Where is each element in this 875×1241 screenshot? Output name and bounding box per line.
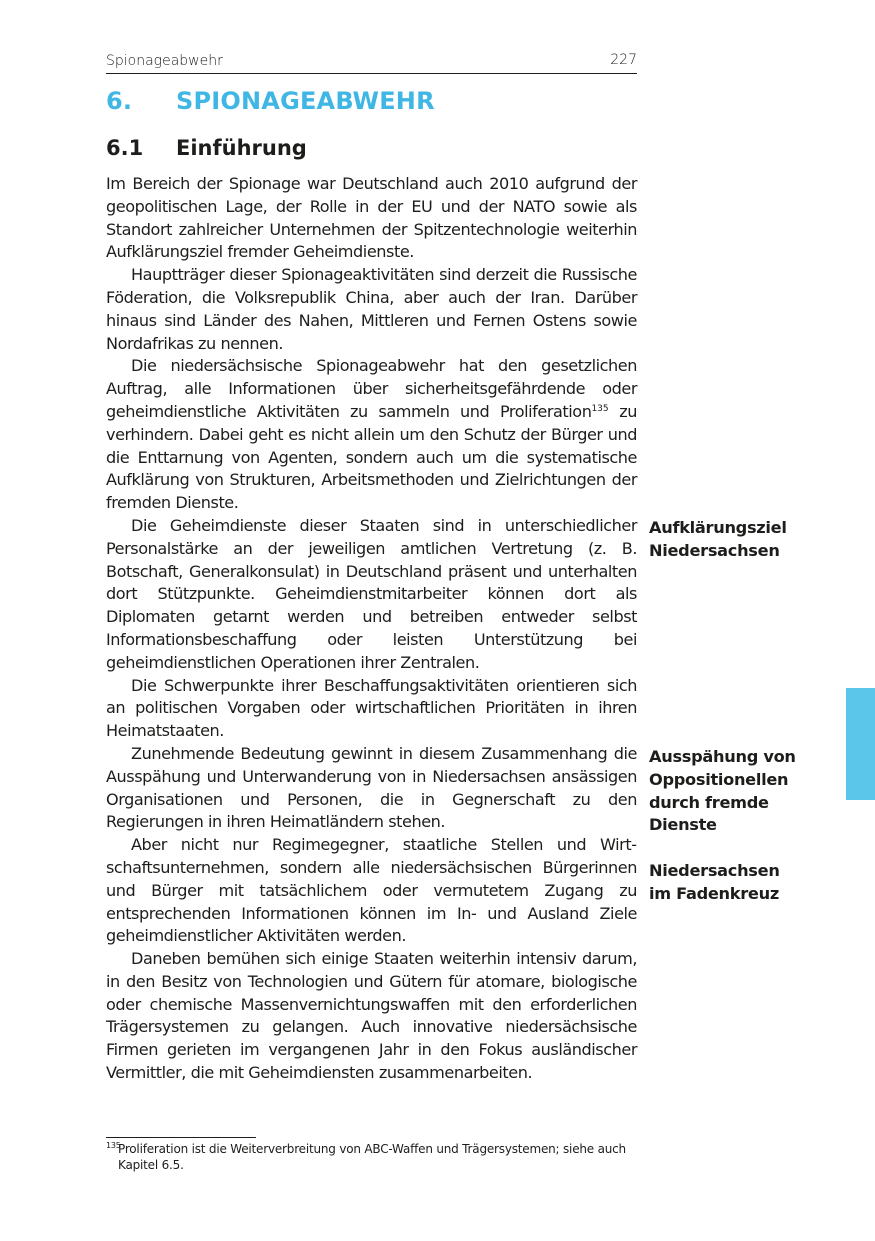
margin-note-line: Aufklärungsziel	[649, 518, 787, 537]
section-heading	[106, 136, 307, 160]
section-number: 6.1	[106, 136, 144, 160]
margin-note-line: im Fadenkreuz	[649, 883, 779, 903]
margin-note-fadenkreuz	[649, 860, 849, 906]
footnote-reference: 135	[591, 403, 609, 414]
margin-note-line: Niedersachsen	[649, 540, 780, 560]
paragraph-3	[106, 355, 637, 515]
running-header	[106, 51, 637, 74]
margin-note-ausspaehung	[649, 746, 849, 837]
footnote-number: 135	[106, 1141, 121, 1150]
margin-note-aufklaerungsziel	[649, 517, 849, 563]
footnote	[106, 1141, 637, 1173]
paragraph-2: Hauptträger dieser Spionageaktivitäten sind derzeit die Russische Föderation, die Volksrepublik China, aber auch der Iran. Darüber hinaus sind Länder des Nahen, Mittleren und Fernen Ostens sowie Nordafrikas zu nennen.	[106, 265, 637, 353]
section-title: Einführung	[176, 136, 307, 160]
page-number: 227	[610, 52, 637, 68]
paragraph-8: Daneben bemühen sich einige Staaten weiterhin intensiv darum, in den Besitz von Technologien und Gütern für atomare, biologische oder chemische Massenvernichtungswaffen mit den erforderlichen Trägersystemen zu gelangen. Auch innovative niedersächsische Firmen gerieten im vergangenen Jahr in den Fokus ausländischer Vermittler, die mit Geheimdiensten zusammenarbeiten.	[106, 949, 637, 1083]
margin-note-line: Niedersachsen	[649, 861, 780, 880]
margin-note-line: Oppositionellen	[649, 769, 789, 789]
chapter-title: SPIONAGEABWEHR	[176, 87, 435, 115]
chapter-number: 6.	[106, 87, 133, 115]
paragraph-3-part-1: Die niedersächsische Spionageabwehr hat den gesetzlichen Auftrag, alle Informationen über sicherheitsgefährdende oder geheimdienstliche Aktivitäten zu sammeln und Proliferation	[106, 356, 637, 421]
chapter-thumb-tab	[846, 688, 875, 800]
paragraph-6: Zunehmende Bedeutung gewinnt in diesem Zusammenhang die Ausspähung und Unterwanderung von in Niedersachsen ansässigen Organisationen und Personen, die in Gegnerschaft zu den Regierungen in ihren Heimatländern stehen.	[106, 743, 637, 832]
footnote-text: Proliferation ist die Weiterverbreitung von ABC-Waffen und Trägersystemen; siehe auch Kapitel 6.5.	[118, 1142, 626, 1172]
body-text	[106, 173, 637, 1085]
paragraph-5: Die Schwerpunkte ihrer Beschaffungsaktivitäten orientieren sich an politischen Vorgaben oder wirtschaftlichen Prioritäten in ihren Heimatstaaten.	[106, 675, 637, 741]
margin-note-line: durch fremde	[649, 792, 769, 812]
running-header-section: Spionageabwehr	[106, 53, 223, 69]
chapter-heading	[106, 87, 435, 115]
paragraph-7: Aber nicht nur Regimegegner, staatliche Stellen und Wirtschaftsunternehmen, sondern alle niedersächsischen Bürgerinnen und Bürger mit tatsächlichem oder vermutetem Zugang zu entsprechenden Informationen können im In- und Ausland Ziele geheimdienstlicher Aktivitäten werden.	[106, 835, 637, 946]
footnote-divider	[106, 1137, 256, 1138]
paragraph-4: Die Geheimdienste dieser Staaten sind in unterschiedlicher Personalstärke an der jeweiligen amtlichen Vertretung (z. B. Botschaft, Generalkonsulat) in Deutschland präsent und unterhalten dort Stützpunkte. Geheimdienstmitarbeiter können dort als Diplomaten getarnt werden und betreiben entweder selbst Informationsbeschaffung oder leisten Unterstützung bei geheimdienstlichen Operationen ihrer Zentralen.	[106, 515, 637, 672]
margin-note-line: Dienste	[649, 815, 717, 835]
paragraph-1: Im Bereich der Spionage war Deutschland auch 2010 aufgrund der geopolitischen Lage, der Rolle in der EU und der NATO sowie als Standort zahlreicher Unternehmen der Spitzentechnologie weiterhin Aufklärungsziel fremder Geheimdienste.	[106, 174, 637, 262]
paragraph-3-part-2: zu verhindern. Dabei geht es nicht allein um den Schutz der Bürger und die Enttarnung von Agenten, sondern auch um die systematische Aufklärung von Strukturen, Arbeitsmethoden und Zielrichtungen der fremden Dienste.	[106, 401, 638, 513]
margin-note-line: Ausspähung von	[649, 747, 796, 766]
